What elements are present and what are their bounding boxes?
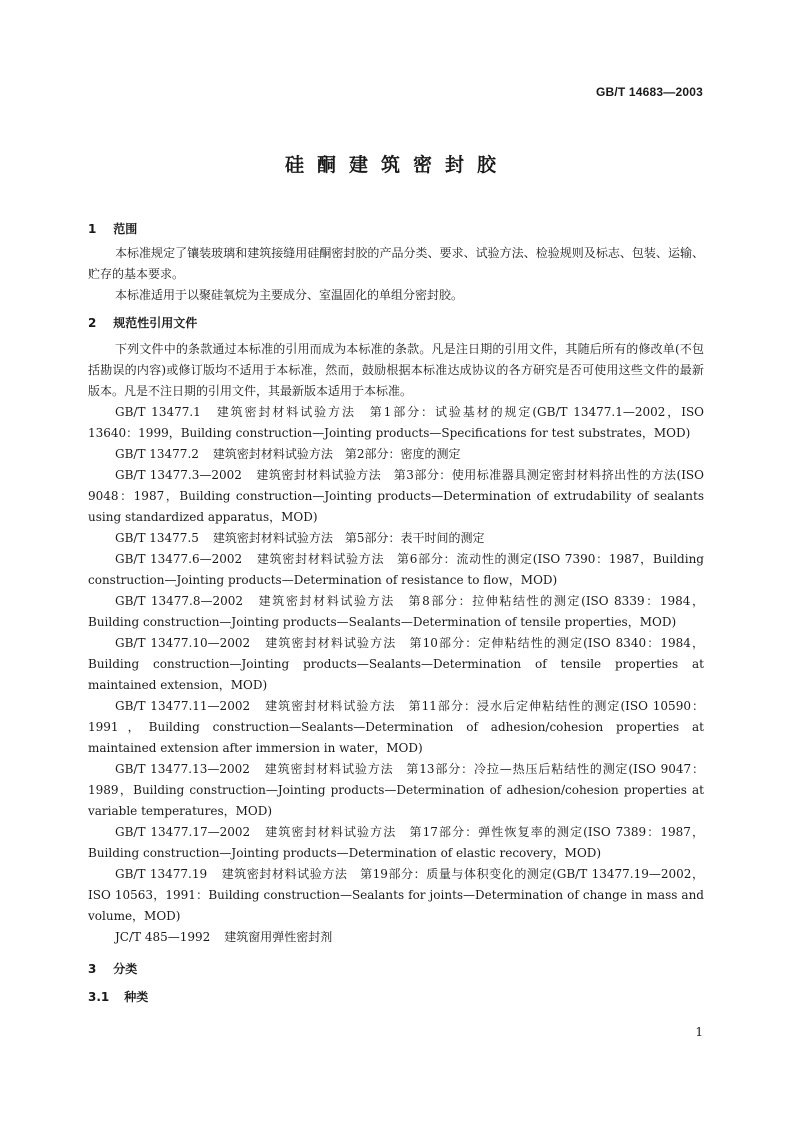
section-title: 分类 bbox=[113, 962, 138, 976]
reference-code: GB/T 13477.11—2002 bbox=[115, 699, 251, 713]
section-number: 2 bbox=[88, 316, 97, 330]
reference-text: 建筑密封材料试验方法 第13部分：冷拉—热压后粘结性的测定(ISO 9047：1989，Building construction—Jointing products—Determination of adhesion/cohesion properties at variable temperatures，MOD) bbox=[88, 762, 705, 818]
reference-code: GB/T 13477.13—2002 bbox=[115, 762, 250, 776]
reference-item bbox=[88, 465, 704, 528]
reference-code: GB/T 13477.5 bbox=[115, 531, 199, 545]
reference-code: JC/T 485—1992 bbox=[115, 930, 211, 944]
section-3-1-heading bbox=[88, 987, 704, 1008]
page-number: 1 bbox=[695, 1025, 703, 1039]
reference-text: 建筑密封材料试验方法 第2部分：密度的测定 bbox=[212, 447, 461, 461]
reference-text: 建筑密封材料试验方法 第10部分：定伸粘结性的测定(ISO 8340：1984，Building construction—Jointing products—Sealants—Determination of tensile properties at maintained extension，MOD) bbox=[88, 636, 704, 692]
reference-item bbox=[88, 402, 704, 444]
reference-code: GB/T 13477.17—2002 bbox=[115, 825, 251, 839]
reference-code: GB/T 13477.19 bbox=[115, 867, 208, 881]
section-title: 规范性引用文件 bbox=[113, 316, 198, 330]
reference-text: 建筑密封材料试验方法 第3部分：使用标准器具测定密封材料挤出性的方法(ISO 9048：1987，Building construction—Jointing products—Determination of extrudability of sealants using standardized apparatus，MOD) bbox=[88, 468, 704, 524]
reference-item bbox=[88, 633, 704, 696]
scope-paragraph-1: 本标准规定了镶装玻璃和建筑接缝用硅酮密封胶的产品分类、要求、试验方法、检验规则及标志、包装、运输、贮存的基本要求。 bbox=[88, 246, 704, 281]
reference-item bbox=[88, 528, 704, 549]
reference-item bbox=[88, 444, 704, 465]
reference-code: GB/T 13477.6—2002 bbox=[115, 552, 243, 566]
reference-text: 建筑密封材料试验方法 第19部分：质量与体积变化的测定(GB/T 13477.19—2002，ISO 10563，1991：Building construction—Sealants for joints—Determination of change in mass and volume，MOD) bbox=[88, 867, 704, 923]
reference-code: GB/T 13477.3—2002 bbox=[115, 468, 242, 482]
section-number: 1 bbox=[88, 222, 97, 236]
reference-text: 建筑窗用弹性密封剂 bbox=[224, 930, 333, 944]
reference-text: 建筑密封材料试验方法 第11部分：浸水后定伸粘结性的测定(ISO 10590：1991，Building construction—Sealants—Determination of adhesion/cohesion properties at maintained extension after immersion in water，MOD) bbox=[88, 699, 704, 755]
section-title: 种类 bbox=[124, 990, 149, 1004]
reference-item bbox=[88, 822, 704, 864]
reference-item bbox=[88, 927, 704, 948]
section-number: 3 bbox=[88, 962, 97, 976]
section-1-heading bbox=[88, 219, 704, 240]
standard-code: GB/T 14683—2003 bbox=[595, 85, 703, 99]
references-intro: 下列文件中的条款通过本标准的引用而成为本标准的条款。凡是注日期的引用文件，其随后所有的修改单(不包括勘误的内容)或修订版均不适用于本标准，然而，鼓励根据本标准达成协议的各方研究是否可使用这些文件的最新版本。凡是不注日期的引用文件，其最新版本适用于本标准。 bbox=[88, 342, 704, 398]
scope-paragraph-2: 本标准适用于以聚硅氧烷为主要成分、室温固化的单组分密封胶。 bbox=[115, 288, 464, 302]
document-title: 硅酮建筑密封胶 bbox=[284, 154, 509, 176]
reference-item bbox=[88, 864, 704, 927]
section-title: 范围 bbox=[113, 222, 138, 236]
reference-text: 建筑密封材料试验方法 第1部分：试验基材的规定(GB/T 13477.1—2002，ISO 13640：1999，Building construction—Jointing products—Specifications for test substrates，MOD) bbox=[88, 405, 705, 440]
reference-text: 建筑密封材料试验方法 第17部分：弹性恢复率的测定(ISO 7389：1987，Building construction—Jointing products—Determination of elastic recovery，MOD) bbox=[88, 825, 704, 860]
reference-code: GB/T 13477.10—2002 bbox=[115, 636, 251, 650]
reference-code: GB/T 13477.2 bbox=[115, 447, 199, 461]
reference-code: GB/T 13477.1 bbox=[115, 405, 201, 419]
reference-item bbox=[88, 591, 704, 633]
reference-code: GB/T 13477.8—2002 bbox=[115, 594, 244, 608]
reference-text: 建筑密封材料试验方法 第6部分：流动性的测定(ISO 7390：1987，Building construction—Jointing products—Determination of resistance to flow，MOD) bbox=[88, 552, 704, 587]
document-body bbox=[88, 219, 704, 1008]
section-3-heading bbox=[88, 959, 704, 980]
reference-item bbox=[88, 549, 704, 591]
reference-item bbox=[88, 759, 704, 822]
section-number: 3.1 bbox=[88, 990, 110, 1004]
reference-item bbox=[88, 696, 704, 759]
section-2-heading bbox=[88, 313, 704, 334]
reference-text: 建筑密封材料试验方法 第5部分：表干时间的测定 bbox=[212, 531, 485, 545]
reference-text: 建筑密封材料试验方法 第8部分：拉伸粘结性的测定(ISO 8339：1984，Building construction—Jointing products—Sealants—Determination of tensile properties，MOD) bbox=[88, 594, 704, 629]
